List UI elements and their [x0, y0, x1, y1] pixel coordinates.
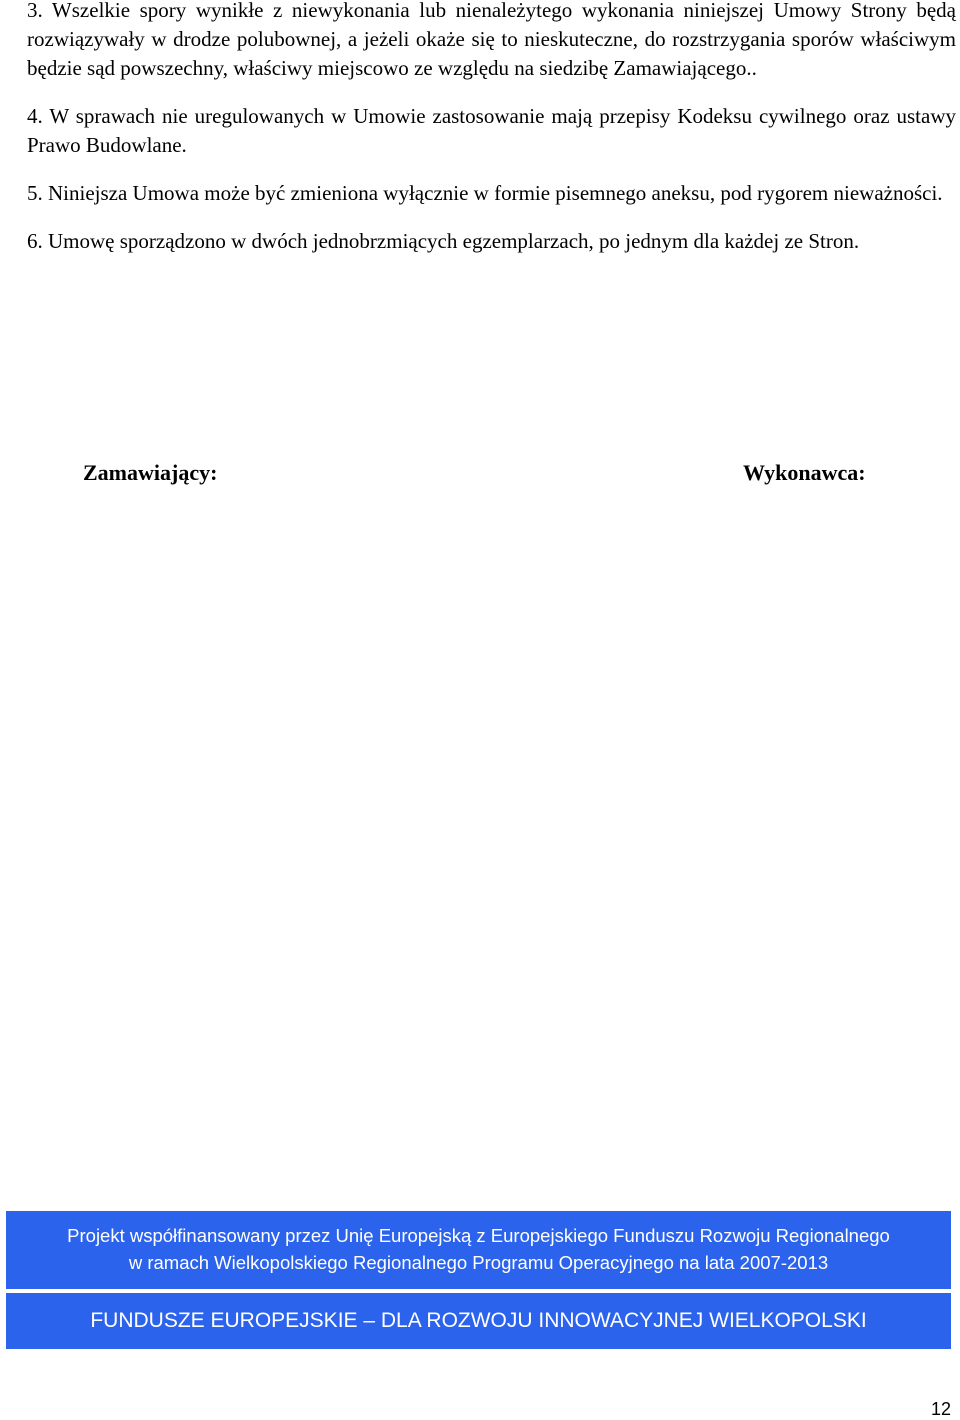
cofinancing-banner	[6, 1211, 951, 1289]
eu-funds-slogan: FUNDUSZE EUROPEJSKIE – DLA ROZWOJU INNOWACYJNEJ WIELKOPOLSKI	[90, 1309, 867, 1332]
clause-3: 3. Wszelkie spory wynikłe z niewykonania lub nienależytego wykonania niniejszej Umowy Strony będą rozwiązywały w drodze polubownej, a jeżeli okaże się to nieskuteczne, do rozstrzygania sporów właściwym będzie sąd powszechny, właściwy miejscowo ze względu na siedzibę Zamawiającego..	[27, 0, 956, 80]
cofinancing-line-1: Projekt współfinansowany przez Unię Europejską z Europejskiego Funduszu Rozwoju Regionalnego	[67, 1225, 890, 1246]
clause-4: 4. W sprawach nie uregulowanych w Umowie zastosowanie mają przepisy Kodeksu cywilnego oraz ustawy Prawo Budowlane.	[27, 104, 956, 157]
signature-label-ordering-party: Zamawiający:	[83, 460, 218, 485]
eu-funds-banner	[6, 1293, 951, 1349]
contract-clauses	[27, 0, 956, 275]
cofinancing-line-2: w ramach Wielkopolskiego Regionalnego Programu Operacyjnego na lata 2007-2013	[128, 1252, 829, 1273]
signature-section	[0, 458, 960, 490]
clause-6: 6. Umowę sporządzono w dwóch jednobrzmiących egzemplarzach, po jednym dla każdej ze Stron.	[27, 229, 860, 253]
page-number: 12	[930, 1399, 951, 1419]
clause-5: 5. Niniejsza Umowa może być zmieniona wyłącznie w formie pisemnego aneksu, pod rygorem nieważności.	[27, 181, 943, 205]
signature-label-contractor: Wykonawca:	[743, 460, 866, 485]
